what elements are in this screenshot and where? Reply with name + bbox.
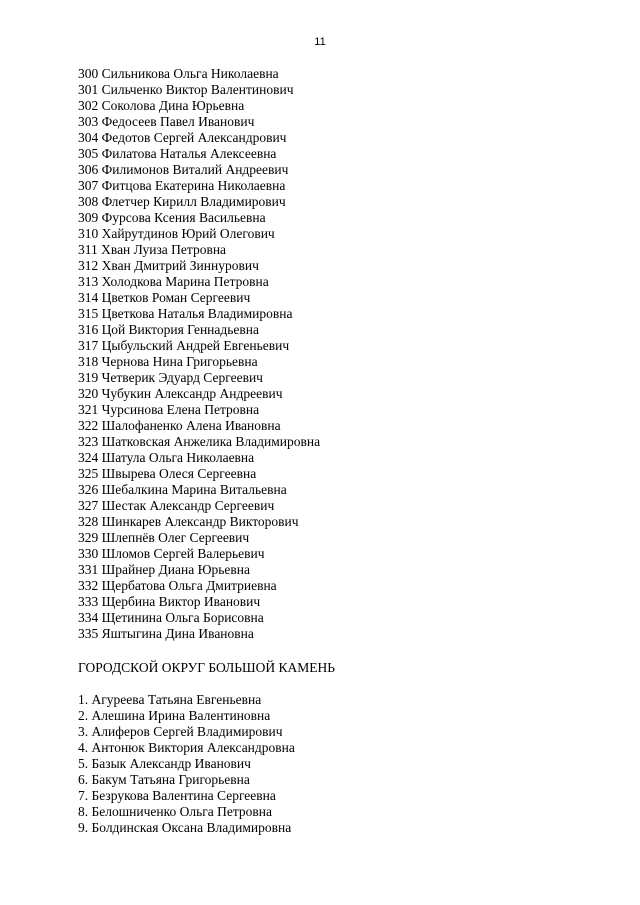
list-item: 1. Агуреева Татьяна Евгеньевна <box>78 692 262 707</box>
list-item: 330 Шломов Сергей Валерьевич <box>78 546 265 561</box>
list-item: 331 Шрайнер Диана Юрьевна <box>78 562 250 577</box>
section-heading: ГОРОДСКОЙ ОКРУГ БОЛЬШОЙ КАМЕНЬ <box>78 660 336 675</box>
list-item: 306 Филимонов Виталий Андреевич <box>78 162 289 177</box>
list-item: 323 Шатковская Анжелика Владимировна <box>78 434 321 449</box>
list-item: 325 Швырева Олеся Сергеевна <box>78 466 257 481</box>
list-item: 327 Шестак Александр Сергеевич <box>78 498 275 513</box>
list-item: 315 Цветкова Наталья Владимировна <box>78 306 293 321</box>
list-item: 316 Цой Виктория Геннадьевна <box>78 322 260 337</box>
list-item: 304 Федотов Сергей Александрович <box>78 130 287 145</box>
list-item: 311 Хван Луиза Петровна <box>78 242 227 257</box>
list-item: 329 Шлепнёв Олег Сергеевич <box>78 530 250 545</box>
list-item: 328 Шинкарев Александр Викторович <box>78 514 299 529</box>
list-item: 321 Чурсинова Елена Петровна <box>78 402 260 417</box>
list-item: 308 Флетчер Кирилл Владимирович <box>78 194 286 209</box>
list-item: 7. Безрукова Валентина Сергеевна <box>78 788 276 803</box>
page-number: 11 <box>314 36 326 48</box>
list-item: 324 Шатула Ольга Николаевна <box>78 450 255 465</box>
list-item: 9. Болдинская Оксана Владимировна <box>78 820 292 835</box>
list-item: 313 Холодкова Марина Петровна <box>78 274 269 289</box>
list-item: 2. Алешина Ирина Валентиновна <box>78 708 271 723</box>
list-item: 8. Белошниченко Ольга Петровна <box>78 804 273 819</box>
list-item: 334 Щетинина Ольга Борисовна <box>78 610 264 625</box>
list-item: 320 Чубукин Александр Андреевич <box>78 386 283 401</box>
list-item: 301 Сильченко Виктор Валентинович <box>78 82 294 97</box>
name-list-section <box>78 692 295 836</box>
list-item: 309 Фурсова Ксения Васильевна <box>78 210 266 225</box>
list-item: 335 Яштыгина Дина Ивановна <box>78 626 254 641</box>
list-item: 333 Щербина Виктор Иванович <box>78 594 261 609</box>
list-item: 326 Шебалкина Марина Витальевна <box>78 482 287 497</box>
list-item: 317 Цыбульский Андрей Евгеньевич <box>78 338 290 353</box>
list-item: 319 Четверик Эдуард Сергеевич <box>78 370 263 385</box>
list-item: 312 Хван Дмитрий Зиннурович <box>78 258 259 273</box>
list-item: 6. Бакум Татьяна Григорьевна <box>78 772 250 787</box>
list-item: 3. Алиферов Сергей Владимирович <box>78 724 283 739</box>
list-item: 5. Базык Александр Иванович <box>78 756 251 771</box>
list-item: 322 Шалофаненко Алена Ивановна <box>78 418 281 433</box>
list-item: 303 Федосеев Павел Иванович <box>78 114 255 129</box>
list-item: 4. Антонюк Виктория Александровна <box>78 740 295 755</box>
list-item: 307 Фитцова Екатерина Николаевна <box>78 178 286 193</box>
list-item: 302 Соколова Дина Юрьевна <box>78 98 245 113</box>
list-item: 314 Цветков Роман Сергеевич <box>78 290 251 305</box>
list-item: 305 Филатова Наталья Алексеевна <box>78 146 277 161</box>
list-item: 300 Сильникова Ольга Николаевна <box>78 66 279 81</box>
list-item: 332 Щербатова Ольга Дмитриевна <box>78 578 277 593</box>
list-item: 318 Чернова Нина Григорьевна <box>78 354 258 369</box>
list-item: 310 Хайрутдинов Юрий Олегович <box>78 226 275 241</box>
name-list-continued <box>78 66 320 642</box>
